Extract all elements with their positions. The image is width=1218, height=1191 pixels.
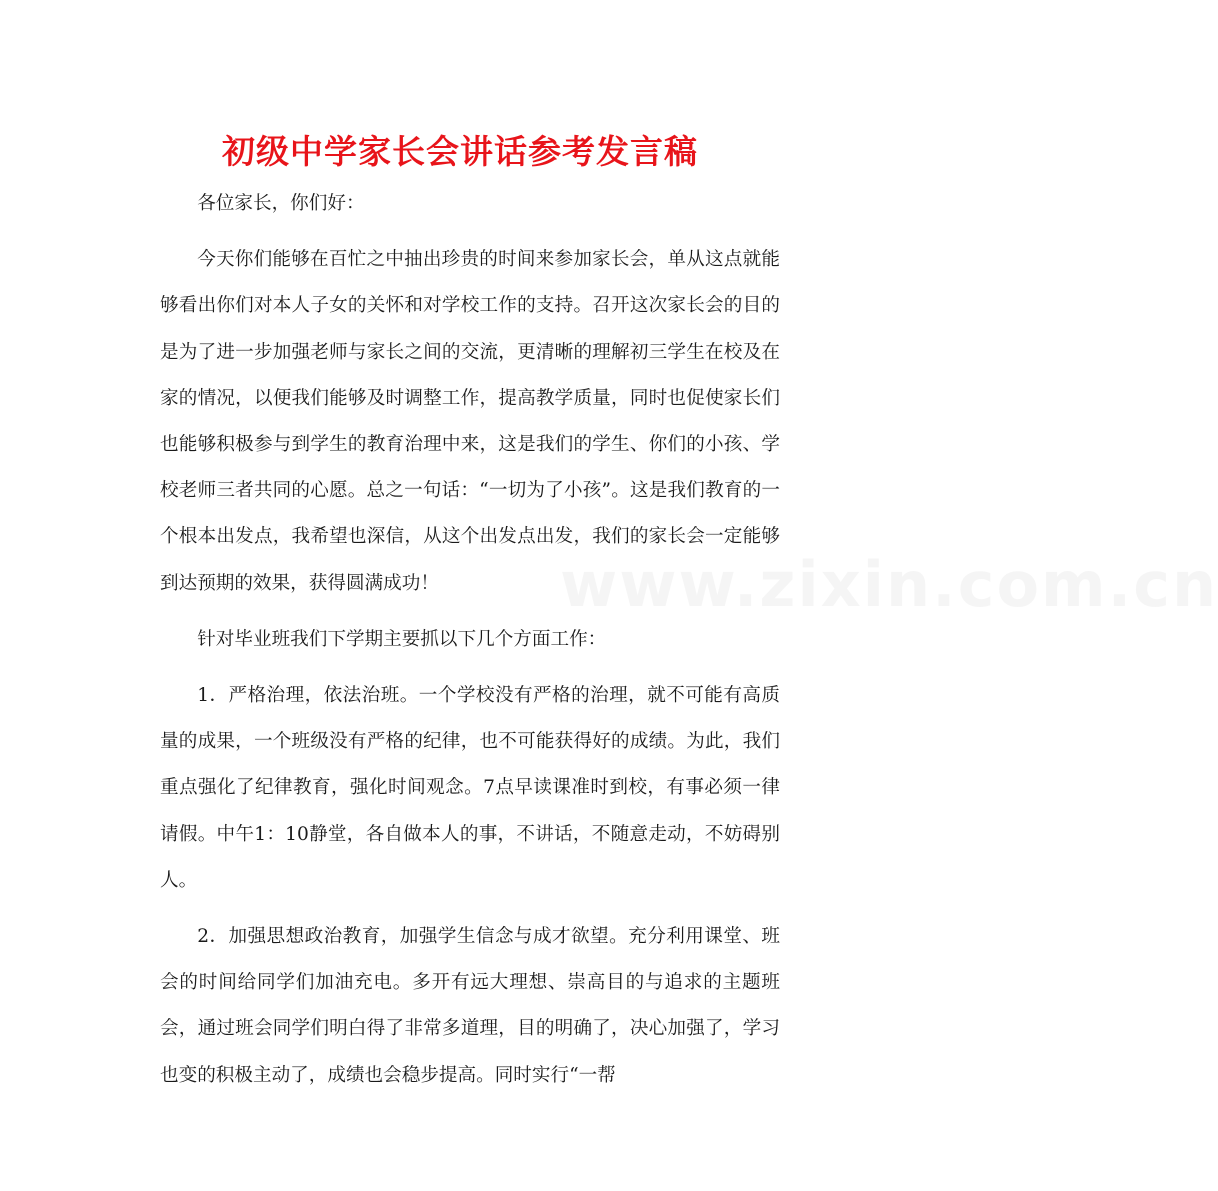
document-body [160,181,780,1109]
intro-paragraph: 今天你们能够在百忙之中抽出珍贵的时间来参加家长会，单从这点就能够看出你们对本人子女的关怀和对学校工作的支持。召开这次家长会的目的是为了进一步加强老师与家长之间的交流，更清晰的理解初三学生在校及在家的情况，以便我们能够及时调整工作，提高教学质量，同时也促使家长们也能够积极参与到学生的教育治理中来，这是我们的学生、你们的小孩、学校老师三者共同的心愿。总之一句话：“一切为了小孩”。这是我们教育的一个根本出发点，我希望也深信，从这个出发点出发，我们的家长会一定能够到达预期的效果，获得圆满成功！ [160,249,780,594]
greeting-paragraph: 各位家长，你们好： [197,193,365,214]
work-plan-paragraph: 针对毕业班我们下学期主要抓以下几个方面工作： [197,628,607,650]
item-2-paragraph: 2．加强思想政治教育，加强学生信念与成才欲望。充分利用课堂、班会的时间给同学们加油充电。多开有远大理想、崇高目的与追求的主题班会，通过班会同学们明白得了非常多道理，目的明确了，决心加强了，学习也变的积极主动了，成绩也会稳步提高。同时实行“一帮 [160,926,780,1086]
watermark-text: www.zixin.com.cn [560,548,1218,621]
item-1-paragraph: 1．严格治理，依法治班。一个学校没有严格的治理，就不可能有高质量的成果，一个班级没有严格的纪律，也不可能获得好的成绩。为此，我们重点强化了纪律教育，强化时间观念。7点早读课准时到校，有事必须一律请假。中午1：10静堂，各自做本人的事，不讲话，不随意走动，不妨碍别人。 [160,685,780,891]
document-title: 初级中学家长会讲话参考发言稿 [222,132,698,171]
